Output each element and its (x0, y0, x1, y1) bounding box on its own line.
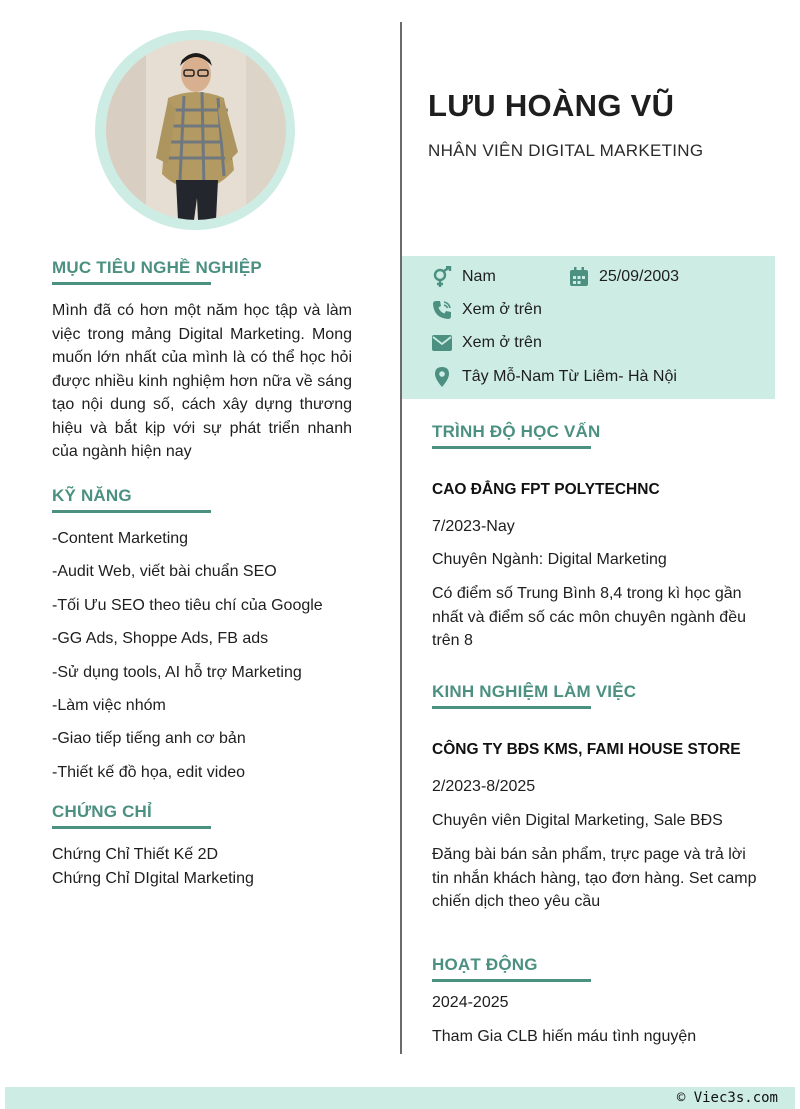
candidate-role: NHÂN VIÊN DIGITAL MARKETING (428, 141, 704, 160)
skill-item: -Sử dụng tools, AI hỗ trợ Marketing (52, 663, 302, 681)
certificate-item: Chứng Chỉ DIgital Marketing (52, 869, 254, 887)
objective-underline (52, 282, 211, 285)
calendar-icon (568, 266, 590, 288)
objective-title: MỤC TIÊU NGHỀ NGHIỆP (52, 258, 262, 277)
experience-company: CÔNG TY BĐS KMS, FAMI HOUSE STORE (432, 741, 741, 758)
candidate-name: LƯU HOÀNG VŨ (428, 88, 675, 123)
education-detail: Có điểm số Trung Bình 8,4 trong kì học gần nhất và điểm số các môn chuyên ngành đều trên 8 (432, 585, 746, 649)
address-value: Tây Mỗ-Nam Từ Liêm- Hà Nội (462, 368, 677, 385)
skill-item: -Tối Ưu SEO theo tiêu chí của Google (52, 596, 323, 614)
certificates-title: CHỨNG CHỈ (52, 802, 152, 821)
phone-icon (431, 299, 453, 321)
activities-title: HOẠT ĐỘNG (432, 955, 538, 974)
email-value: Xem ở trên (462, 334, 542, 351)
email-icon (431, 332, 453, 354)
phone-value: Xem ở trên (462, 301, 542, 318)
column-divider (400, 22, 402, 1054)
certificates-list (52, 843, 372, 890)
skill-item: -Content Marketing (52, 530, 189, 547)
skill-item: -Thiết kế đồ họa, edit video (52, 763, 246, 781)
experience-position: Chuyên viên Digital Marketing, Sale BĐS (432, 812, 723, 829)
education-school: CAO ĐẲNG FPT POLYTECHNC (432, 481, 660, 498)
education-period: 7/2023-Nay (432, 518, 515, 535)
location-pin-icon (431, 366, 453, 388)
objective-text: Mình đã có hơn một năm học tập và làm việc trong mảng Digital Marketing. Mong muốn lớn nhất của mình là có thể học hỏi được nhiều kinh nghiệm hơn nữa về sáng tạo nội dung số, cách xây dựng thương hiệu và bắt kịp với sự phát triển nhanh của ngành hiện nay (52, 302, 352, 460)
activities-detail: Tham Gia CLB hiến máu tình nguyện (432, 1028, 697, 1045)
gender-icon (431, 266, 453, 288)
birthday-value: 25/09/2003 (599, 268, 680, 285)
skills-list (52, 522, 372, 789)
experience-underline (432, 706, 591, 709)
gender-value: Nam (462, 268, 496, 285)
activities-period: 2024-2025 (432, 994, 509, 1011)
education-title: TRÌNH ĐỘ HỌC VẤN (432, 422, 601, 441)
person-illustration (106, 40, 286, 220)
skill-item: -Làm việc nhóm (52, 696, 166, 714)
activities-underline (432, 979, 591, 982)
certificates-underline (52, 826, 211, 829)
experience-detail: Đăng bài bán sản phẩm, trực page và trả lời tin nhắn khách hàng, tạo đơn hàng. Set camp chiến dịch theo yêu cầu (432, 846, 757, 910)
skill-item: -Audit Web, viết bài chuẩn SEO (52, 563, 277, 581)
experience-period: 2/2023-8/2025 (432, 778, 536, 795)
avatar-photo (106, 40, 286, 220)
education-underline (432, 446, 591, 449)
education-major: Chuyên Ngành: Digital Marketing (432, 551, 667, 568)
experience-title: KINH NGHIỆM LÀM VIỆC (432, 682, 637, 701)
footer-credit: © Viec3s.com (676, 1090, 778, 1106)
skill-item: -GG Ads, Shoppe Ads, FB ads (52, 630, 269, 648)
skills-title: KỸ NĂNG (52, 486, 132, 505)
skills-underline (52, 510, 211, 513)
certificate-item: Chứng Chỉ Thiết Kế 2D (52, 846, 219, 863)
skill-item: -Giao tiếp tiếng anh cơ bản (52, 730, 246, 748)
